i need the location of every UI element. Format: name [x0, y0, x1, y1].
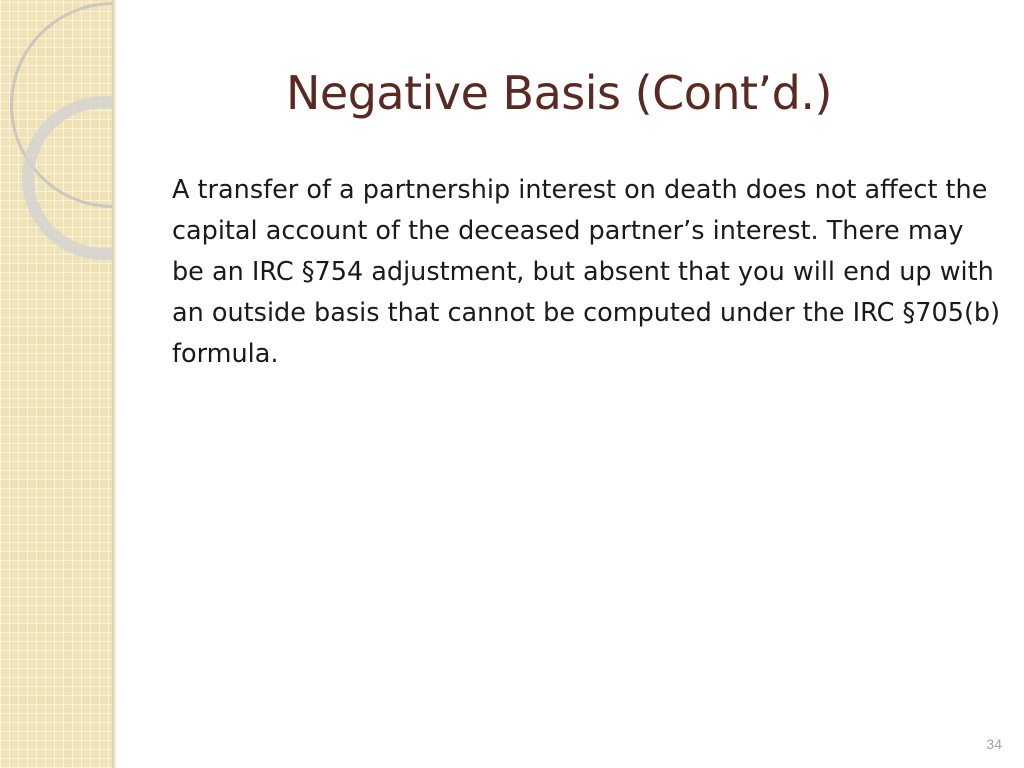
side-band-edge: [112, 0, 116, 768]
slide-body-text: A transfer of a partnership interest on death does not affect the capital account of the deceased partner’s interest. There may be an IRC §754 adjustment, but absent that you will end up with an outside basis that cannot be computed under the IRC §705(b) formula.: [172, 175, 1001, 369]
slide-number: 34: [986, 736, 1002, 752]
decorative-side-band: [0, 0, 112, 768]
slide-title: Negative Basis (Cont’d.): [286, 66, 832, 120]
